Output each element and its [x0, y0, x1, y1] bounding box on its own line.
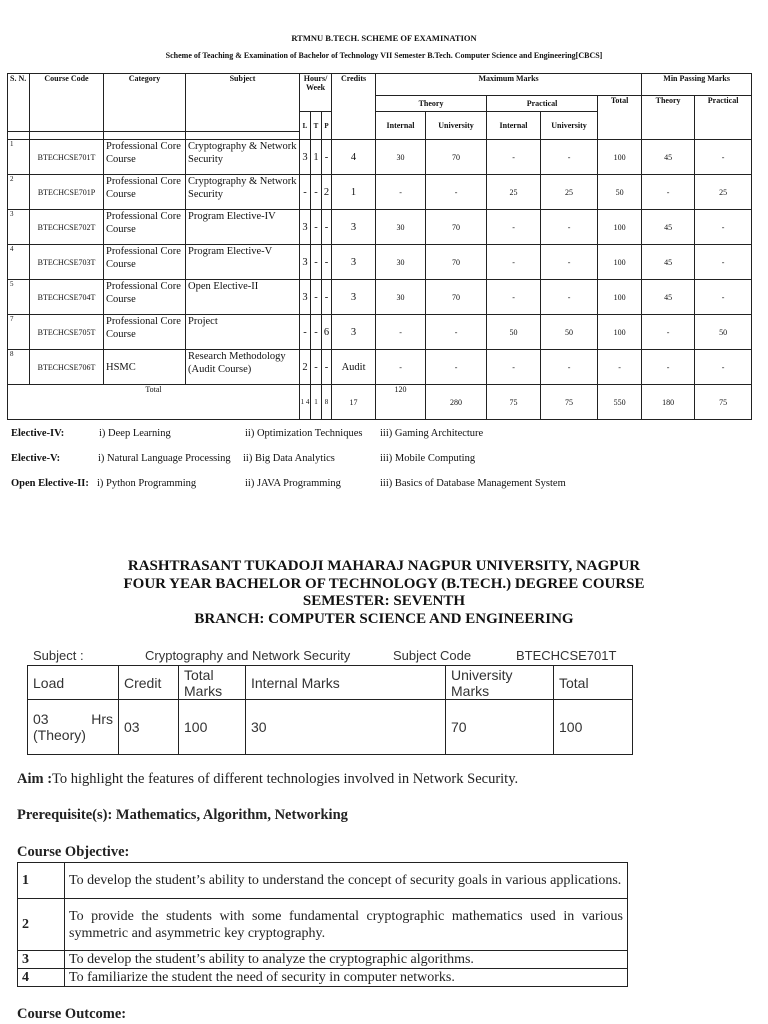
- row-category: Professional Core Course: [104, 175, 186, 210]
- row-p: 6: [322, 315, 332, 350]
- table-row: [8, 140, 752, 175]
- elective-option: i) Natural Language Processing: [98, 453, 231, 464]
- course-objective-label: Course Objective:: [17, 844, 130, 860]
- prerequisites: [17, 807, 348, 824]
- objective-text: To provide the students with some fundamental cryptographic mathematics used in various symmetric and asymmetric key cryptography.: [65, 899, 628, 951]
- header-total: Total: [598, 96, 642, 140]
- row-credits: 3: [332, 245, 376, 280]
- elective-option: iii) Mobile Computing: [380, 453, 476, 464]
- load-table: [27, 665, 633, 755]
- total-theory-internal: 120: [376, 385, 426, 420]
- total-row: [8, 385, 752, 420]
- elective-option: i) Python Programming: [97, 478, 197, 489]
- row-t: -: [311, 280, 322, 315]
- row-total: 50: [598, 175, 642, 210]
- objective-row: [18, 863, 628, 899]
- header-course-code: Course Code: [30, 74, 104, 132]
- row-theory-internal: -: [376, 175, 426, 210]
- elective-option: ii) Optimization Techniques: [245, 428, 363, 439]
- total-l: 1 4: [300, 385, 311, 420]
- header-category: Category: [104, 74, 186, 132]
- table-row: [8, 210, 752, 245]
- row-credits: 3: [332, 315, 376, 350]
- course-outcome-label: Course Outcome:: [17, 1006, 127, 1022]
- objective-number: 2: [18, 899, 65, 951]
- objective-number: 1: [18, 863, 65, 899]
- row-sn: 1: [8, 140, 30, 175]
- row-p: -: [322, 350, 332, 385]
- row-l: 3: [300, 280, 311, 315]
- row-min-practical: -: [695, 210, 752, 245]
- row-t: -: [311, 175, 322, 210]
- row-theory-internal: -: [376, 315, 426, 350]
- row-theory-university: 70: [426, 280, 487, 315]
- row-subject: Cryptography & Network Security: [186, 175, 300, 210]
- total-theory-university: 280: [426, 385, 487, 420]
- header-university: University: [426, 112, 487, 140]
- row-min-theory: -: [642, 315, 695, 350]
- university-name: RASHTRASANT TUKADOJI MAHARAJ NAGPUR UNIVERSITY, NAGPUR: [127, 558, 641, 574]
- row-t: -: [311, 350, 322, 385]
- total-marks-value: 100: [179, 700, 246, 755]
- row-practical-university: 50: [541, 315, 598, 350]
- total-total: 550: [598, 385, 642, 420]
- row-min-practical: 25: [695, 175, 752, 210]
- row-sn: 4: [8, 245, 30, 280]
- scheme-title: RTMNU B.TECH. SCHEME OF EXAMINATION: [291, 33, 477, 43]
- header-spacer: [186, 132, 300, 140]
- course-outcome-heading: [17, 1006, 126, 1023]
- row-theory-university: 70: [426, 210, 487, 245]
- total-credits: 17: [332, 385, 376, 420]
- row-l: 2: [300, 350, 311, 385]
- header-spacer: [104, 132, 186, 140]
- row-code: BTECHCSE702T: [30, 210, 104, 245]
- course-objective-heading: [17, 844, 129, 861]
- row-theory-university: 70: [426, 140, 487, 175]
- row-min-theory: -: [642, 350, 695, 385]
- header-min-marks: Min Passing Marks: [642, 74, 752, 96]
- row-total: -: [598, 350, 642, 385]
- credit-value: 03: [119, 700, 179, 755]
- elective-label: Open Elective-II:: [11, 478, 89, 489]
- header-min-practical: Practical: [695, 96, 752, 140]
- row-practical-internal: 25: [487, 175, 541, 210]
- scheme-table: [7, 73, 752, 420]
- row-credits: 4: [332, 140, 376, 175]
- row-l: 3: [300, 210, 311, 245]
- row-total: 100: [598, 210, 642, 245]
- header-credits: Credits: [332, 74, 376, 140]
- row-practical-internal: -: [487, 245, 541, 280]
- row-min-theory: 45: [642, 245, 695, 280]
- table-row: [8, 175, 752, 210]
- row-practical-internal: -: [487, 280, 541, 315]
- row-l: 3: [300, 245, 311, 280]
- table-row: [8, 350, 752, 385]
- total-min-theory: 180: [642, 385, 695, 420]
- branch: BRANCH: COMPUTER SCIENCE AND ENGINEERING: [194, 610, 574, 627]
- row-category: Professional Core Course: [104, 280, 186, 315]
- header-university-practical: University: [541, 112, 598, 140]
- row-category: Professional Core Course: [104, 245, 186, 280]
- row-subject: Open Elective-II: [186, 280, 300, 315]
- row-min-practical: 50: [695, 315, 752, 350]
- table-row: [8, 280, 752, 315]
- row-sn: 5: [8, 280, 30, 315]
- elective-option: i) Deep Learning: [99, 428, 171, 439]
- header-theory: Theory: [376, 96, 487, 112]
- total-value: 100: [554, 700, 633, 755]
- row-practical-internal: -: [487, 140, 541, 175]
- row-code: BTECHCSE705T: [30, 315, 104, 350]
- row-category: Professional Core Course: [104, 315, 186, 350]
- credit-header: Credit: [119, 666, 179, 700]
- header-internal: Internal: [376, 112, 426, 140]
- row-credits: 3: [332, 280, 376, 315]
- elective-option: iii) Gaming Architecture: [380, 428, 484, 439]
- total-label: Total: [8, 385, 300, 420]
- row-sn: 7: [8, 315, 30, 350]
- header-l: L: [300, 112, 311, 140]
- row-category: HSMC: [104, 350, 186, 385]
- row-theory-internal: 30: [376, 280, 426, 315]
- load-header: Load: [28, 666, 119, 700]
- scheme-subtitle: Scheme of Teaching & Examination of Bachelor of Technology VII Semester B.Tech. Computer Science and Engineering[CBCS]: [165, 51, 603, 60]
- row-t: -: [311, 245, 322, 280]
- total-t: 1: [311, 385, 322, 420]
- row-subject: Project: [186, 315, 300, 350]
- row-t: 1: [311, 140, 322, 175]
- row-total: 100: [598, 280, 642, 315]
- row-subject: Program Elective-V: [186, 245, 300, 280]
- row-l: 3: [300, 140, 311, 175]
- row-code: BTECHCSE703T: [30, 245, 104, 280]
- elective-label: Elective-V:: [11, 453, 61, 464]
- elective-option: ii) Big Data Analytics: [243, 453, 335, 464]
- internal-marks-value: 30: [246, 700, 446, 755]
- row-code: BTECHCSE704T: [30, 280, 104, 315]
- objective-row: [18, 951, 628, 969]
- total-practical-internal: 75: [487, 385, 541, 420]
- row-sn: 8: [8, 350, 30, 385]
- row-subject: Cryptography & Network Security: [186, 140, 300, 175]
- subject-code-value: BTECHCSE701T: [516, 648, 617, 663]
- prerequisites-text: Prerequisite(s): Mathematics, Algorithm, Networking: [17, 807, 348, 823]
- objective-row: [18, 899, 628, 951]
- header-internal-practical: Internal: [487, 112, 541, 140]
- header-subject: Subject: [186, 74, 300, 132]
- row-theory-university: -: [426, 175, 487, 210]
- header-min-theory: Theory: [642, 96, 695, 140]
- row-theory-university: 70: [426, 245, 487, 280]
- row-practical-internal: -: [487, 350, 541, 385]
- objective-text: To familiarize the student the need of security in computer networks.: [65, 969, 628, 987]
- row-theory-internal: -: [376, 350, 426, 385]
- table-row: [8, 315, 752, 350]
- row-min-practical: -: [695, 245, 752, 280]
- aim-label: Aim :: [17, 771, 53, 787]
- elective-option: ii) JAVA Programming: [245, 478, 341, 489]
- row-subject: Program Elective-IV: [186, 210, 300, 245]
- row-theory-internal: 30: [376, 140, 426, 175]
- university-marks-value: 70: [446, 700, 554, 755]
- subject-code-label: Subject Code: [393, 648, 472, 663]
- row-min-practical: -: [695, 140, 752, 175]
- university-header: [0, 558, 768, 628]
- row-theory-internal: 30: [376, 210, 426, 245]
- row-min-practical: -: [695, 350, 752, 385]
- row-total: 100: [598, 245, 642, 280]
- row-p: -: [322, 210, 332, 245]
- row-theory-university: -: [426, 350, 487, 385]
- row-p: -: [322, 280, 332, 315]
- row-code: BTECHCSE706T: [30, 350, 104, 385]
- header-sn: S. N.: [8, 74, 30, 132]
- header-spacer: [8, 132, 30, 140]
- header-spacer: [30, 132, 104, 140]
- row-credits: 3: [332, 210, 376, 245]
- load-value: 03 Hrs (Theory): [28, 700, 119, 755]
- row-t: -: [311, 210, 322, 245]
- total-header: Total: [554, 666, 633, 700]
- row-theory-internal: 30: [376, 245, 426, 280]
- university-marks-header: University Marks: [446, 666, 554, 700]
- row-t: -: [311, 315, 322, 350]
- total-practical-university: 75: [541, 385, 598, 420]
- row-l: -: [300, 175, 311, 210]
- header-max-marks: Maximum Marks: [376, 74, 642, 96]
- row-practical-university: -: [541, 140, 598, 175]
- row-practical-internal: -: [487, 210, 541, 245]
- row-total: 100: [598, 315, 642, 350]
- header-p: P: [322, 112, 332, 140]
- row-practical-internal: 50: [487, 315, 541, 350]
- row-code: BTECHCSE701T: [30, 140, 104, 175]
- objective-text: To develop the student’s ability to analyze the cryptographic algorithms.: [65, 951, 628, 969]
- table-row: [8, 245, 752, 280]
- row-min-theory: 45: [642, 140, 695, 175]
- aim: [17, 771, 518, 788]
- row-min-theory: 45: [642, 210, 695, 245]
- row-sn: 2: [8, 175, 30, 210]
- aim-text: To highlight the features of different technologies involved in Network Security.: [52, 771, 519, 787]
- row-sn: 3: [8, 210, 30, 245]
- row-credits: Audit: [332, 350, 376, 385]
- elective-option: iii) Basics of Database Management System: [380, 478, 566, 489]
- header-practical: Practical: [487, 96, 598, 112]
- row-total: 100: [598, 140, 642, 175]
- row-credits: 1: [332, 175, 376, 210]
- row-p: -: [322, 245, 332, 280]
- header-hours: Hours/ Week: [300, 74, 332, 112]
- row-practical-university: -: [541, 280, 598, 315]
- total-p: 8: [322, 385, 332, 420]
- row-category: Professional Core Course: [104, 210, 186, 245]
- subject-name: Cryptography and Network Security: [145, 648, 351, 663]
- row-min-theory: -: [642, 175, 695, 210]
- objective-text: To develop the student’s ability to understand the concept of security goals in various applications.: [65, 863, 628, 899]
- objective-row: [18, 969, 628, 987]
- course-objective-table: [17, 862, 628, 987]
- row-l: -: [300, 315, 311, 350]
- subject-label: Subject :: [33, 648, 84, 663]
- objective-number: 4: [18, 969, 65, 987]
- internal-marks-header: Internal Marks: [246, 666, 446, 700]
- semester: SEMESTER: SEVENTH: [302, 593, 466, 609]
- elective-label: Elective-IV:: [11, 428, 65, 439]
- degree-course: FOUR YEAR BACHELOR OF TECHNOLOGY (B.TECH.) DEGREE COURSE: [123, 575, 645, 592]
- row-practical-university: 25: [541, 175, 598, 210]
- row-practical-university: -: [541, 245, 598, 280]
- row-p: 2: [322, 175, 332, 210]
- row-practical-university: -: [541, 350, 598, 385]
- row-theory-university: -: [426, 315, 487, 350]
- row-category: Professional Core Course: [104, 140, 186, 175]
- header-t: T: [311, 112, 322, 140]
- total-min-practical: 75: [695, 385, 752, 420]
- row-subject: Research Methodology (Audit Course): [186, 350, 300, 385]
- total-marks-header: Total Marks: [179, 666, 246, 700]
- row-code: BTECHCSE701P: [30, 175, 104, 210]
- objective-number: 3: [18, 951, 65, 969]
- row-practical-university: -: [541, 210, 598, 245]
- row-min-practical: -: [695, 280, 752, 315]
- row-min-theory: 45: [642, 280, 695, 315]
- row-p: -: [322, 140, 332, 175]
